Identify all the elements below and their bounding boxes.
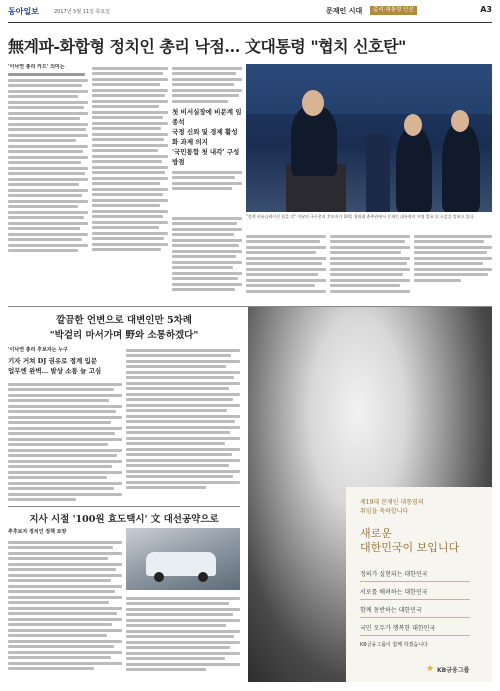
ad-item-1: 정의가 실현되는 대한민국 xyxy=(360,571,428,578)
article2-sub-1: 기자 거쳐 DJ 권유로 정계 입문 xyxy=(8,357,98,365)
article-column-5 xyxy=(330,232,410,304)
section-tag: 총리·대통령 인선 xyxy=(370,6,417,15)
article-column-4 xyxy=(246,232,326,304)
news-photo xyxy=(246,64,492,212)
article2-column-1 xyxy=(8,380,122,504)
ad-sign-line: KB금융그룹이 함께 하겠습니다 xyxy=(360,642,428,648)
ad-item-2: 서로를 배려하는 대한민국 xyxy=(360,589,428,596)
article-column-1 xyxy=(8,64,88,304)
kb-brand-name: KB금융그룹 xyxy=(437,667,470,674)
article-column-3 xyxy=(172,214,242,304)
page-number: A3 xyxy=(480,5,492,14)
issue-date: 2017년 5월 11일 목요일 xyxy=(54,9,111,15)
kb-advertisement xyxy=(248,307,492,682)
article3-kicker: 추후보자 정치인 정책 토양 xyxy=(8,529,67,535)
article2-subheadline: "박겉리 마서가며 野와 소통하겠다" xyxy=(49,330,199,341)
taxi-photo xyxy=(126,528,240,590)
sidebar-box xyxy=(172,64,242,214)
section-title: 문재인 시대 xyxy=(326,7,363,15)
article2-sub-2: 업무엔 완벽… 발상 소통 늘 고심 xyxy=(8,367,102,375)
main-headline: 無계파-화합형 정치인 총리 낙점… 文대통령 "협치 신호탄" xyxy=(8,37,406,56)
ad-item-3: 함께 동반하는 대한민국 xyxy=(360,607,422,614)
section-divider-2 xyxy=(8,506,240,507)
sidebar-bullet-3: '국민통합 첫 내각' 구성 방점 xyxy=(172,147,240,166)
masthead xyxy=(8,4,492,18)
article-column-2 xyxy=(92,64,168,304)
sidebar-bullet-1: 첫 비서실장에 비문계 임종석 xyxy=(172,107,242,126)
ad-big-line-1: 새로운 xyxy=(360,527,392,540)
photo-caption: "정책 커뮤니케이션 힘쓸 것" 이낙연 국무총리 후보자가 10일 청와대 춘추관에서 문재인 대통령의 지명 발표 뒤 소감을 말하고 있다. xyxy=(246,214,475,219)
kb-logo xyxy=(426,663,490,675)
article3-column-2 xyxy=(126,594,240,682)
masthead-rule xyxy=(8,22,492,23)
ad-big-line-2: 대한민국이 보입니다 xyxy=(360,541,460,554)
newspaper-logo: 동아일보 xyxy=(8,6,39,16)
article2-kicker: '이낙연 총리 후보자는 누구 xyxy=(8,347,68,353)
article3-column-1 xyxy=(8,538,122,682)
ad-small-line-1: 제19대 문재인 대통령의 xyxy=(360,499,424,506)
sidebar-bullet-2: 국정 신뢰 및 경제 활성화 과제 의지 xyxy=(172,127,238,146)
ad-item-4: 국민 모두가 행복한 대한민국 xyxy=(360,625,436,632)
kb-star-icon: ★ xyxy=(426,664,435,674)
ad-small-line-2: 취임을 축하합니다 xyxy=(360,508,409,515)
article3-headline: 지사 시절 '100원 효도택시' 文 대선공약으로 xyxy=(29,514,219,525)
article2-headline: 깔끔한 언변으로 대변인만 5차례 xyxy=(56,315,192,326)
article-column-6 xyxy=(414,232,492,304)
article-kicker: '이낙연 총리 카드' 의미는 xyxy=(8,64,65,70)
ad-text-panel xyxy=(346,487,492,682)
article2-column-2 xyxy=(126,346,240,504)
